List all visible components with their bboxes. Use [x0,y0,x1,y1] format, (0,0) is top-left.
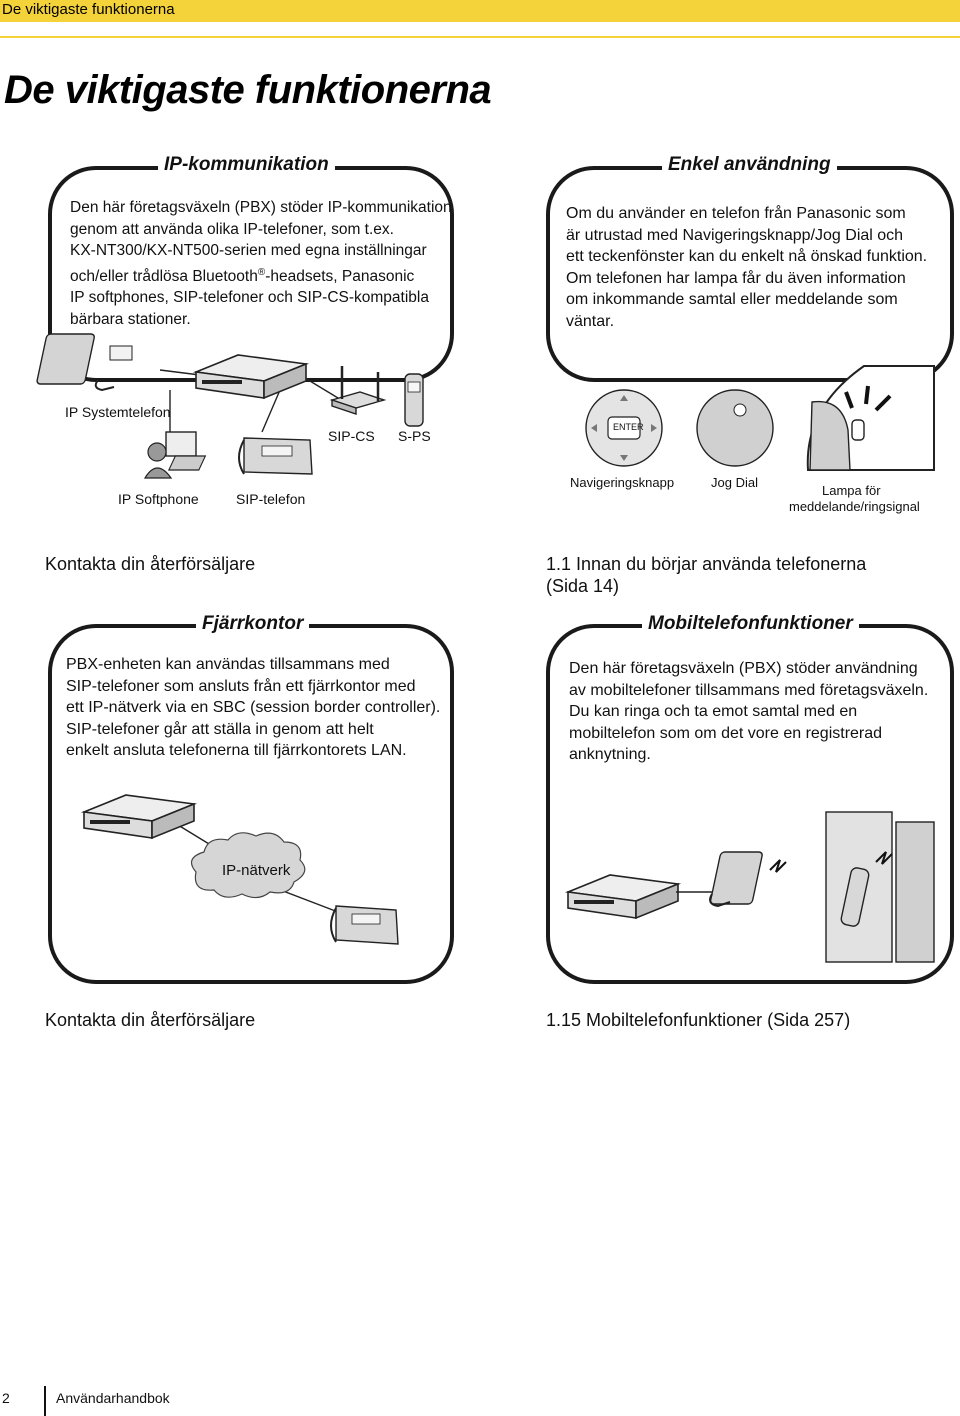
ip-text-line: Den här företagsväxeln (PBX) stöder IP-kommunikation [70,199,452,216]
sip-cs-label: SIP-CS [328,428,375,444]
ip-network-label: IP-nätverk [222,862,291,879]
ip-communication-title: IP-kommunikation [158,154,335,176]
remote-text-line: ett IP-nätverk via en SBC (session border controller). [66,699,441,716]
ip-text-line: KX-NT300/KX-NT500-serien med egna inställningar [70,242,427,259]
easy-text-line: Om du använder en telefon från Panasonic som [566,205,906,222]
easy-text-line: ett teckenfönster kan du enkelt nå önskad funktion. [566,248,928,265]
registered-mark: ® [257,266,266,278]
easy-text-line: Om telefonen har lampa får du även information [566,269,906,287]
mobile-text-line: Du kan ringa och ta emot samtal med en [569,703,858,720]
manual-name: Användarhandbok [56,1390,170,1406]
buildings-icon [826,812,934,962]
ip-text-line: bärbara stationer. [70,310,191,328]
easy-use-title: Enkel användning [662,154,837,176]
mobile-text-line: mobiltelefon som om det vore en registrerad [569,724,883,742]
jog-dial-label: Jog Dial [711,475,758,490]
mobile-text-line: av mobiltelefoner tillsammans med företagsväxeln. [569,681,929,699]
system-phone-icon [710,852,763,906]
remote-office-reference: Kontakta din återförsäljare [45,1010,256,1030]
easy-text-line: är utrustad med Navigeringsknapp/Jog Dial och [566,226,904,244]
remote-text-line: PBX-enheten kan användas tillsammans med [66,656,390,673]
page-number: 2 [2,1390,10,1406]
mobile-functions-title: Mobiltelefonfunktioner [642,613,859,635]
ip-system-phone-label: IP Systemtelefon [65,404,171,420]
enter-key-label: ENTER [613,422,644,432]
ip-text-line: IP softphones, SIP-telefoner och SIP-CS-kompatibla [70,289,429,307]
ip-softphone-label: IP Softphone [118,491,199,507]
mobile-text-line: Den här företagsväxeln (PBX) stöder användning [569,660,918,677]
lamp-label-line2: meddelande/ringsignal [789,499,920,514]
lamp-label-line1: Lampa för [822,483,881,498]
pbx-unit-icon [568,875,678,918]
easy-text-line: om inkommande samtal eller meddelande som [566,291,898,308]
sip-phone-label: SIP-telefon [236,491,306,507]
s-ps-label: S-PS [398,428,431,444]
page-title: De viktigaste funktionerna [4,68,492,112]
remote-text-line: SIP-telefoner som ansluts från ett fjärrkontor med [66,677,416,695]
remote-office-title: Fjärrkontor [196,613,309,635]
mobile-functions-reference: 1.15 Mobiltelefonfunktioner (Sida 257) [546,1010,851,1030]
ip-text-line: genom att använda olika IP-telefoner, som t.ex. [70,220,394,238]
easy-use-reference: 1.1 Innan du börjar använda telefonerna (Sida 14) [546,554,867,596]
ip-reference: Kontakta din återförsäljare [45,554,256,574]
navigation-key-label: Navigeringsknapp [570,475,675,490]
footer-divider [44,1386,46,1416]
ip-text-line: och/eller trådlösa Bluetooth®-headsets, Panasonic [70,266,415,285]
running-header: De viktigaste funktionerna [2,1,175,18]
easy-text-line: väntar. [566,312,615,330]
remote-text-line: enkelt ansluta telefonerna till fjärrkontorets LAN. [66,742,407,759]
remote-text-line: SIP-telefoner går att ställa in genom att helt [66,720,374,738]
mobile-text-line: anknytning. [569,746,651,763]
